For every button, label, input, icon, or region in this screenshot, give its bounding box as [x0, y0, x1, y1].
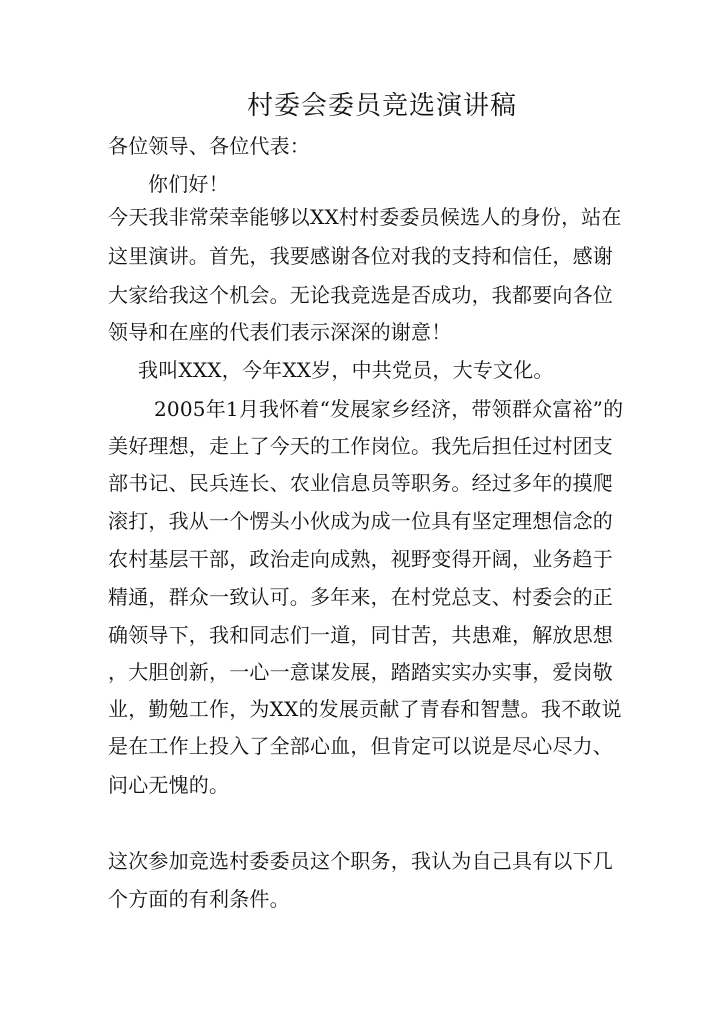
paragraph-3-line-10: 是在工作上投入了全部心血，但肯定可以说是尽心尽力、 — [108, 734, 613, 758]
paragraph-3-line-5: 农村基层干部，政治走向成熟，视野变得开阔，业务趋于 — [108, 547, 613, 571]
paragraph-1-line-3: 大家给我这个机会。无论我竞选是否成功，我都要向各位 — [108, 283, 613, 307]
document-title: 村委会委员竞选演讲稿 — [246, 91, 517, 121]
paragraph-3-line-7: 确领导下，我和同志们一道，同甘苦，共患难，解放思想 — [108, 623, 613, 647]
paragraph-3-line-2: 美好理想，走上了今天的工作岗位。我先后担任过村团支 — [108, 434, 613, 458]
paragraph-4-line-2: 个方面的有利条件。 — [108, 887, 290, 911]
paragraph-1-line-1: 今天我非常荣幸能够以XX村村委委员候选人的身份，站在 — [108, 205, 622, 229]
paragraph-3-line-11: 问心无愧的。 — [108, 773, 230, 797]
paragraph-3-line-9: 业，勤勉工作，为XX的发展贡献了青春和智慧。我不敢说 — [108, 697, 622, 721]
salutation: 各位领导、各位代表： — [108, 134, 310, 158]
paragraph-1-line-2: 这里演讲。首先，我要感谢各位对我的支持和信任，感谢 — [108, 244, 613, 268]
paragraph-3-line-3: 部书记、民兵连长、农业信息员等职务。经过多年的摸爬 — [108, 471, 613, 495]
paragraph-3-line-4: 滚打，我从一个愣头小伙成为成一位具有坚定理想信念的 — [108, 509, 613, 533]
paragraph-2: 我叫XXX，今年XX岁，中共党员，大专文化。 — [138, 358, 554, 382]
greeting: 你们好！ — [148, 172, 229, 196]
paragraph-3-line-1: 2005年1月我怀着“发展家乡经济，带领群众富裕”的 — [154, 397, 624, 421]
paragraph-3-line-6: 精通，群众一致认可。多年来，在村党总支、村委会的正 — [108, 585, 613, 609]
paragraph-3-line-8: ，大胆创新，一心一意谋发展，踏踏实实办实事，爱岗敬 — [108, 660, 613, 684]
paragraph-1-line-4: 领导和在座的代表们表示深深的谢意！ — [108, 320, 452, 344]
paragraph-4-line-1: 这次参加竞选村委委员这个职务，我认为自己具有以下几 — [108, 849, 613, 873]
